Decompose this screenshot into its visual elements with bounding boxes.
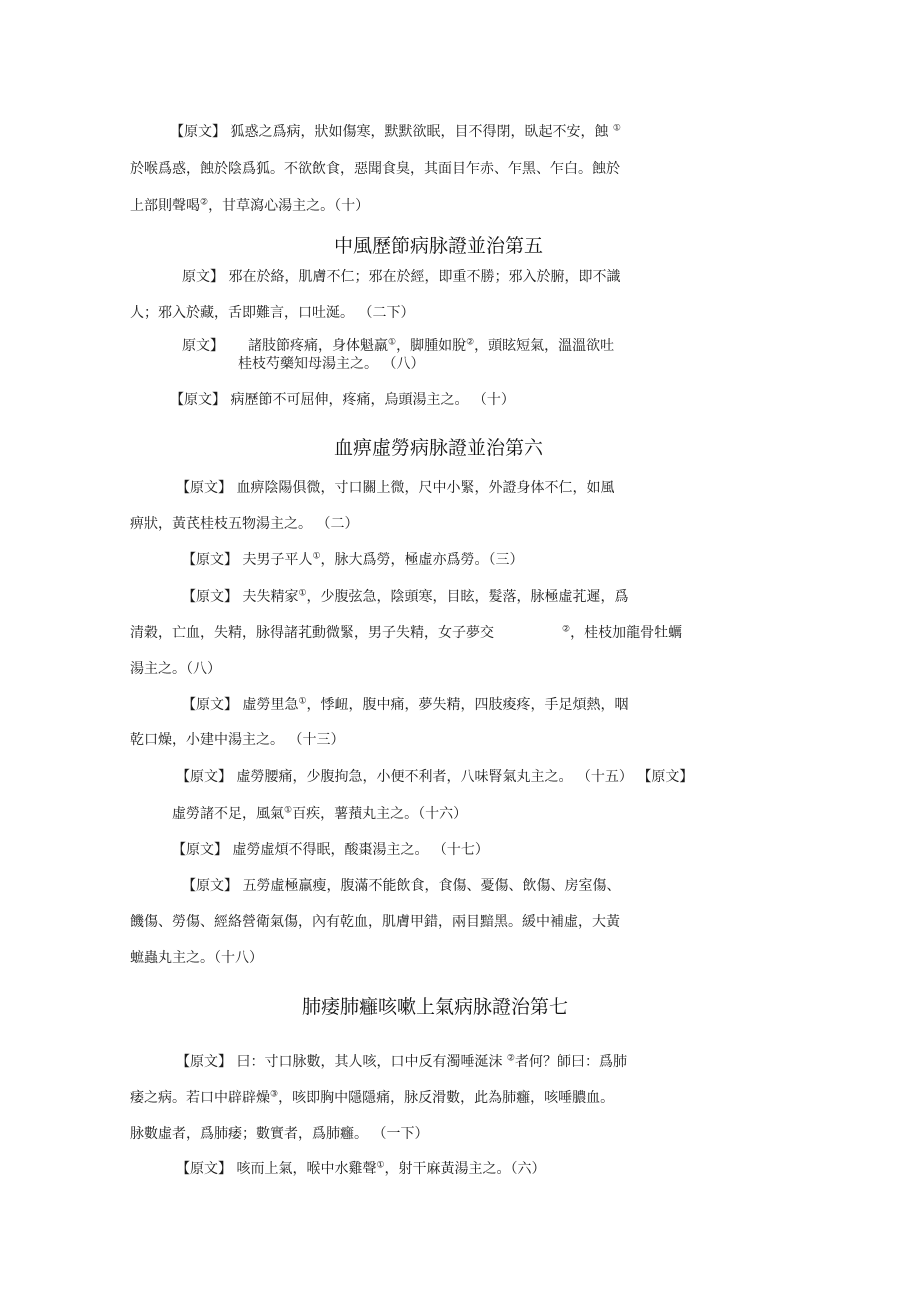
footnote-mark: ① [612, 123, 621, 134]
footnote-mark: ② [200, 197, 209, 208]
text-line-5: 人；邪入於藏，舌即難言，口吐涎。 （二下） [130, 305, 415, 321]
footnote-mark: ① [298, 696, 307, 707]
text-line-15: 【原文】 虛勞里急①，悸衄，腹中痛，夢失精，四肢痠疼，手足煩熱，咽 [182, 696, 629, 713]
text-line-26: 【原文】 咳而上氣，喉中水雞聲①，射干麻黃湯主之。（六） [176, 1160, 546, 1177]
text-line-4: 原文】 邪在於絡，肌膚不仁；邪在於經，即重不勝；邪入於腑，即不識 [182, 269, 621, 285]
text-line-1: 【原文】 狐惑之爲病，狀如傷寒，默默欲眠，目不得閉，臥起不安，蝕 ① [170, 123, 621, 140]
footnote-mark: ② [506, 1053, 515, 1064]
text-line-21: 饑傷、勞傷、經絡營衛氣傷，內有乾血，肌膚甲錯，兩目黯黑。緩中補虛，大黃 [130, 914, 620, 930]
text-line-17: 【原文】 虛勞腰痛，少腹拘急，小便不利者，八味腎氣丸主之。 （十五） 【原文】 [176, 769, 694, 785]
text-line-16: 乾口燥，小建中湯主之。 （十三） [130, 732, 345, 748]
text-line-18: 虛勞諸不足，風氣①百疾，薯蕷丸主之。（十六） [172, 805, 468, 822]
text-line-14: 湯主之。（八） [130, 661, 221, 677]
text-line-3: 上部則聲喝②，甘草瀉心湯主之。（十） [130, 197, 370, 214]
text-line-13: 清穀，亡血，失精，脉得諸芤動微緊，男子失精，女子夢交 ②，桂枝加龍骨牡蠣 [130, 624, 683, 641]
text-line-2: 於喉爲惑，蝕於陰爲狐。不欲飲食，惡聞食臭，其面目乍赤、乍黑、乍白。蝕於 [130, 161, 620, 177]
footnote-mark: ③ [270, 1089, 279, 1100]
text-line-20: 【原文】 五勞虛極羸瘦，腹滿不能飲食，食傷、憂傷、飲傷、房室傷、 [182, 878, 621, 894]
footnote-mark: ① [312, 551, 321, 562]
footnote-mark: ① [376, 1160, 385, 1171]
footnote-mark: ① [298, 588, 307, 599]
text-line-8: 【原文】 病歷節不可屈伸，疼痛，烏頭湯主之。 （十） [170, 392, 515, 408]
text-line-11: 【原文】 夫男子平人①，脉大爲勞，極虛亦爲勞。（三） [182, 551, 524, 568]
text-line-24: 痿之病。若口中辟辟燥③，咳即胸中隱隱痛，脉反滑數，此為肺癰，咳唾膿血。 [130, 1089, 615, 1106]
footnote-mark: ② [466, 337, 475, 348]
chapter-heading-7: 肺痿肺癰咳嗽上氣病脉證治第七 [302, 996, 569, 1018]
chapter-heading-6: 血痹虛勞病脉證並治第六 [334, 437, 544, 459]
chapter-heading-5: 中風歷節病脉證並治第五 [334, 235, 544, 257]
footnote-mark: ② [562, 624, 571, 635]
text-line-19: 【原文】 虛勞虛煩不得眠，酸棗湯主之。 （十七） [172, 842, 489, 858]
footnote-mark: ① [388, 337, 397, 348]
text-line-10: 痹狀，黃芪桂枝五物湯主之。 （二） [130, 516, 359, 532]
text-line-7: 桂枝芍藥知母湯主之。 （八） [238, 356, 425, 372]
text-line-22: 蟅蟲丸主之。（十八） [130, 950, 263, 966]
text-line-9: 【原文】 血痹陰陽俱微，寸口關上微，尺中小緊，外證身体不仁，如風 [176, 480, 615, 496]
text-line-6: 原文】 諸肢節疼痛，身体魁羸①，脚腫如脫②，頭眩短氣，溫溫欲吐 [182, 337, 615, 354]
text-line-23: 【原文】 曰：寸口脉數，其人咳，口中反有濁唾涎沫 ②者何？師曰：爲肺 [176, 1053, 627, 1070]
footnote-mark: ① [284, 805, 293, 816]
text-line-12: 【原文】 夫失精家①，少腹弦急，陰頭寒，目眩，髮落，脉極虛芤遲，爲 [182, 588, 629, 605]
text-line-25: 脉數虛者，爲肺痿；數實者，爲肺癰。 （一下） [130, 1126, 429, 1142]
